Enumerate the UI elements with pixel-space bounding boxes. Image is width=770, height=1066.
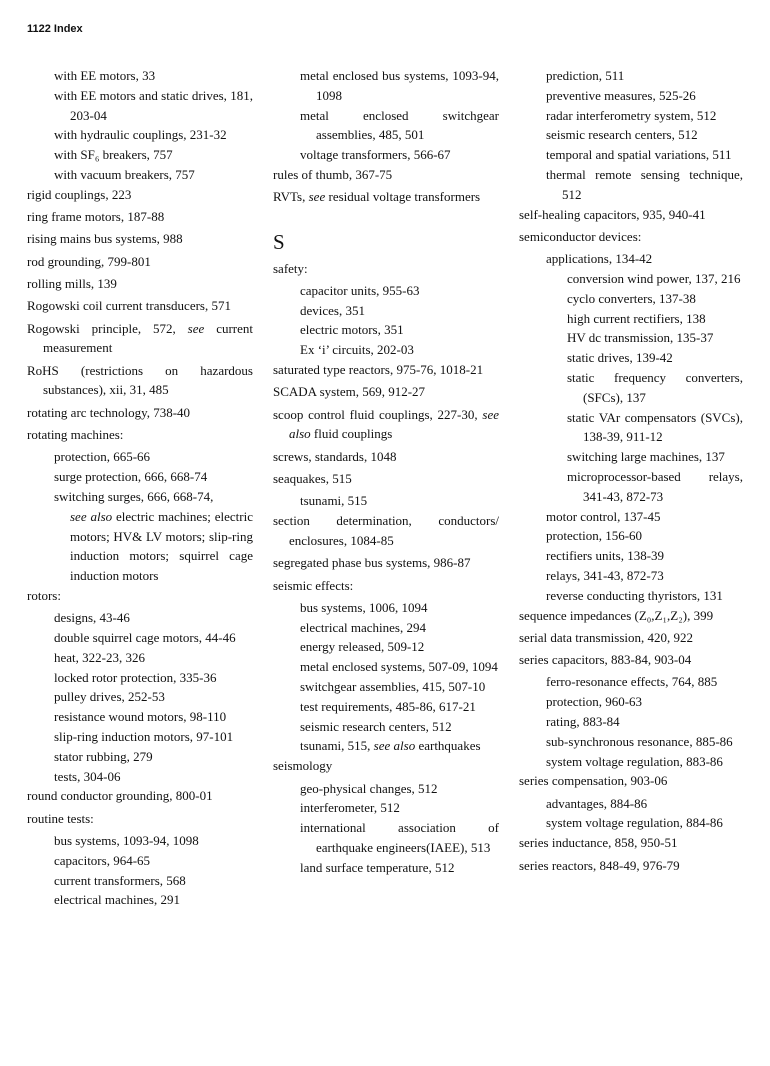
- index-entry: Rogowski principle, 572, see current measurement: [27, 320, 254, 356]
- index-entry: voltage transformers, 566-67: [300, 147, 451, 163]
- index-entry: switchgear assemblies, 415, 507-10: [300, 679, 486, 695]
- index-column-2: [273, 66, 499, 877]
- index-entry: cyclo converters, 137-38: [567, 290, 696, 306]
- index-entry: system voltage regulation, 884-86: [546, 815, 723, 831]
- index-entry: bus systems, 1093-94, 1098: [54, 832, 199, 848]
- index-entry: seismic research centers, 512: [546, 127, 698, 143]
- cross-reference-see: see: [308, 189, 326, 205]
- index-entry: switching large machines, 137: [567, 449, 725, 465]
- index-entry: routine tests:: [27, 810, 94, 826]
- index-entry: serial data transmission, 420, 922: [519, 629, 694, 645]
- index-entry: screws, standards, 1048: [273, 448, 397, 464]
- index-entry: round conductor grounding, 800-01: [27, 788, 213, 804]
- index-entry: bus systems, 1006, 1094: [300, 599, 428, 615]
- index-entry: interferometer, 512: [300, 800, 400, 816]
- index-entry: electrical machines, 291: [54, 892, 180, 908]
- index-entry: rating, 883-84: [546, 714, 620, 729]
- index-entry: motor control, 137-45: [546, 508, 661, 524]
- index-entry: microprocessor-based relays, 341-43, 872-73: [567, 468, 743, 504]
- index-entry: SCADA system, 569, 912-27: [273, 384, 426, 400]
- index-entry: temporal and spatial variations, 511: [546, 147, 732, 163]
- index-entry: Ex ‘i’ circuits, 202-03: [300, 342, 414, 358]
- index-entry: seismic research centers, 512: [300, 718, 452, 734]
- section-gap: [273, 210, 499, 229]
- index-entry: stator rubbing, 279: [54, 748, 153, 764]
- index-entry: with SF₆ breakers, 757: [54, 147, 173, 163]
- index-entry: applications, 134-42: [546, 251, 653, 267]
- index-entry: metal enclosed switchgear assemblies, 485, 501: [300, 107, 499, 143]
- index-entry: rotors:: [27, 587, 61, 603]
- index-entry: energy released, 509-12: [300, 639, 425, 655]
- index-entry: switching surges, 666, 668-74,: [54, 488, 214, 504]
- index-entry: series inductance, 858, 950-51: [519, 835, 678, 851]
- index-entry: seaquakes, 515: [273, 471, 352, 487]
- index-entry: series capacitors, 883-84, 903-04: [519, 652, 692, 668]
- index-column-1: [27, 66, 253, 910]
- index-entry: conversion wind power, 137, 216: [567, 270, 741, 286]
- index-entry: rod grounding, 799-801: [27, 253, 151, 269]
- index-entry: section determination, conductors/ enclosures, 1084-85: [273, 513, 499, 548]
- index-entry: international association of earthquake engineers(IAEE), 513: [300, 820, 499, 855]
- index-entry: HV dc transmission, 135-37: [567, 330, 714, 346]
- index-entry: resistance wound motors, 98-110: [54, 709, 227, 725]
- index-entry: devices, 351: [300, 302, 365, 318]
- index-entry: metal enclosed bus systems, 1093-94, 1098: [300, 68, 499, 103]
- index-entry: ring frame motors, 187-88: [27, 209, 165, 225]
- index-entry: with hydraulic couplings, 231-32: [54, 127, 227, 143]
- index-entry: static frequency converters, (SFCs), 137: [567, 369, 743, 405]
- index-entry: current transformers, 568: [54, 872, 186, 888]
- index-entry: test requirements, 485-86, 617-21: [300, 698, 476, 714]
- index-entry: heat, 322-23, 326: [54, 649, 145, 665]
- index-entry: with vacuum breakers, 757: [54, 166, 195, 182]
- index-entry: series reactors, 848-49, 976-79: [519, 857, 680, 873]
- cross-reference-see: see also: [70, 508, 113, 524]
- index-entry: designs, 43-46: [54, 610, 130, 626]
- index-entry: rolling mills, 139: [27, 275, 117, 291]
- index-entry: thermal remote sensing technique, 512: [546, 166, 743, 202]
- cross-reference-see: see: [187, 320, 205, 336]
- index-column-2-part-s: [273, 259, 499, 878]
- index-entry: protection, 665-66: [54, 449, 151, 465]
- index-entry: RoHS (restrictions on hazardous substances), xii, 31, 485: [27, 362, 253, 398]
- index-entry: sub-synchronous resonance, 885-86: [546, 733, 733, 749]
- index-entry: pulley drives, 252-53: [54, 689, 165, 705]
- index-entry: surge protection, 666, 668-74: [54, 469, 208, 485]
- index-entry: see also electric machines; electric motors; HV& LV motors; slip-ring induction motors; squirrel cage induction motors: [70, 508, 253, 584]
- index-entry: with EE motors, 33: [54, 68, 156, 83]
- index-entry: RVTs, see residual voltage transformers: [273, 189, 481, 205]
- index-entry: tests, 304-06: [54, 768, 121, 784]
- index-entry: geo-physical changes, 512: [300, 780, 438, 796]
- index-entry: rules of thumb, 367-75: [273, 166, 393, 182]
- index-entry: electrical machines, 294: [300, 619, 426, 635]
- index-entry: advantages, 884-86: [546, 795, 648, 811]
- index-entry: reverse conducting thyristors, 131: [546, 587, 723, 603]
- index-entry: rising mains bus systems, 988: [27, 231, 183, 247]
- index-entry: with EE motors and static drives, 181, 203-04: [54, 87, 253, 123]
- index-entry: metal enclosed systems, 507-09, 1094: [300, 659, 498, 675]
- index-entry: self-healing capacitors, 935, 940-41: [519, 206, 706, 222]
- index-entry: prediction, 511: [546, 68, 625, 83]
- index-entry: rigid couplings, 223: [27, 186, 132, 202]
- page-header: 1122 Index: [27, 23, 83, 35]
- index-entry: tsunami, 515: [300, 493, 368, 509]
- index-entry: seismic effects:: [273, 577, 354, 593]
- section-letter-s: S: [273, 229, 285, 254]
- index-entry: safety:: [273, 260, 308, 276]
- index-entry: preventive measures, 525-26: [546, 87, 696, 103]
- index-entry: system voltage regulation, 883-86: [546, 753, 723, 769]
- index-entry: land surface temperature, 512: [300, 859, 455, 875]
- cross-reference-see: see also: [289, 406, 499, 442]
- index-entry: static VAr compensators (SVCs), 138-39, 911-12: [567, 409, 743, 445]
- index-entry: saturated type reactors, 975-76, 1018-21: [273, 362, 484, 378]
- cross-reference-see: see also: [373, 738, 416, 754]
- index-entry: high current rectifiers, 138: [567, 310, 706, 326]
- index-entry: sequence impedances (Z₀,Z₁,Z₂), 399: [519, 607, 714, 623]
- index-entry: electric motors, 351: [300, 322, 404, 338]
- index-entry: protection, 960-63: [546, 694, 643, 710]
- index-entry: locked rotor protection, 335-36: [54, 669, 217, 685]
- index-entry: relays, 341-43, 872-73: [546, 567, 664, 583]
- index-entry: rotating arc technology, 738-40: [27, 404, 191, 420]
- index-entry: series compensation, 903-06: [519, 773, 668, 789]
- index-entry: semiconductor devices:: [519, 228, 642, 244]
- index-entry: protection, 156-60: [546, 528, 643, 544]
- index-entry: seismology: [273, 758, 333, 774]
- index-entry: double squirrel cage motors, 44-46: [54, 630, 236, 646]
- index-column-2-part-r: [273, 66, 499, 207]
- index-entry: radar interferometry system, 512: [546, 107, 717, 123]
- index-entry: capacitors, 964-65: [54, 852, 151, 868]
- index-entry: rotating machines:: [27, 427, 124, 443]
- index-entry: segregated phase bus systems, 986-87: [273, 555, 471, 571]
- index-entry: ferro-resonance effects, 764, 885: [546, 674, 718, 690]
- index-entry: Rogowski coil current transducers, 571: [27, 298, 231, 314]
- index-entry: scoop control fluid couplings, 227-30, see also fluid couplings: [273, 406, 499, 442]
- index-column-3: [519, 66, 743, 878]
- index-entry: slip-ring induction motors, 97-101: [54, 729, 234, 744]
- index-entry: tsunami, 515, see also earthquakes: [300, 738, 481, 754]
- index-entry: static drives, 139-42: [567, 350, 673, 366]
- index-entry: rectifiers units, 138-39: [546, 548, 665, 564]
- index-entry: capacitor units, 955-63: [300, 282, 420, 298]
